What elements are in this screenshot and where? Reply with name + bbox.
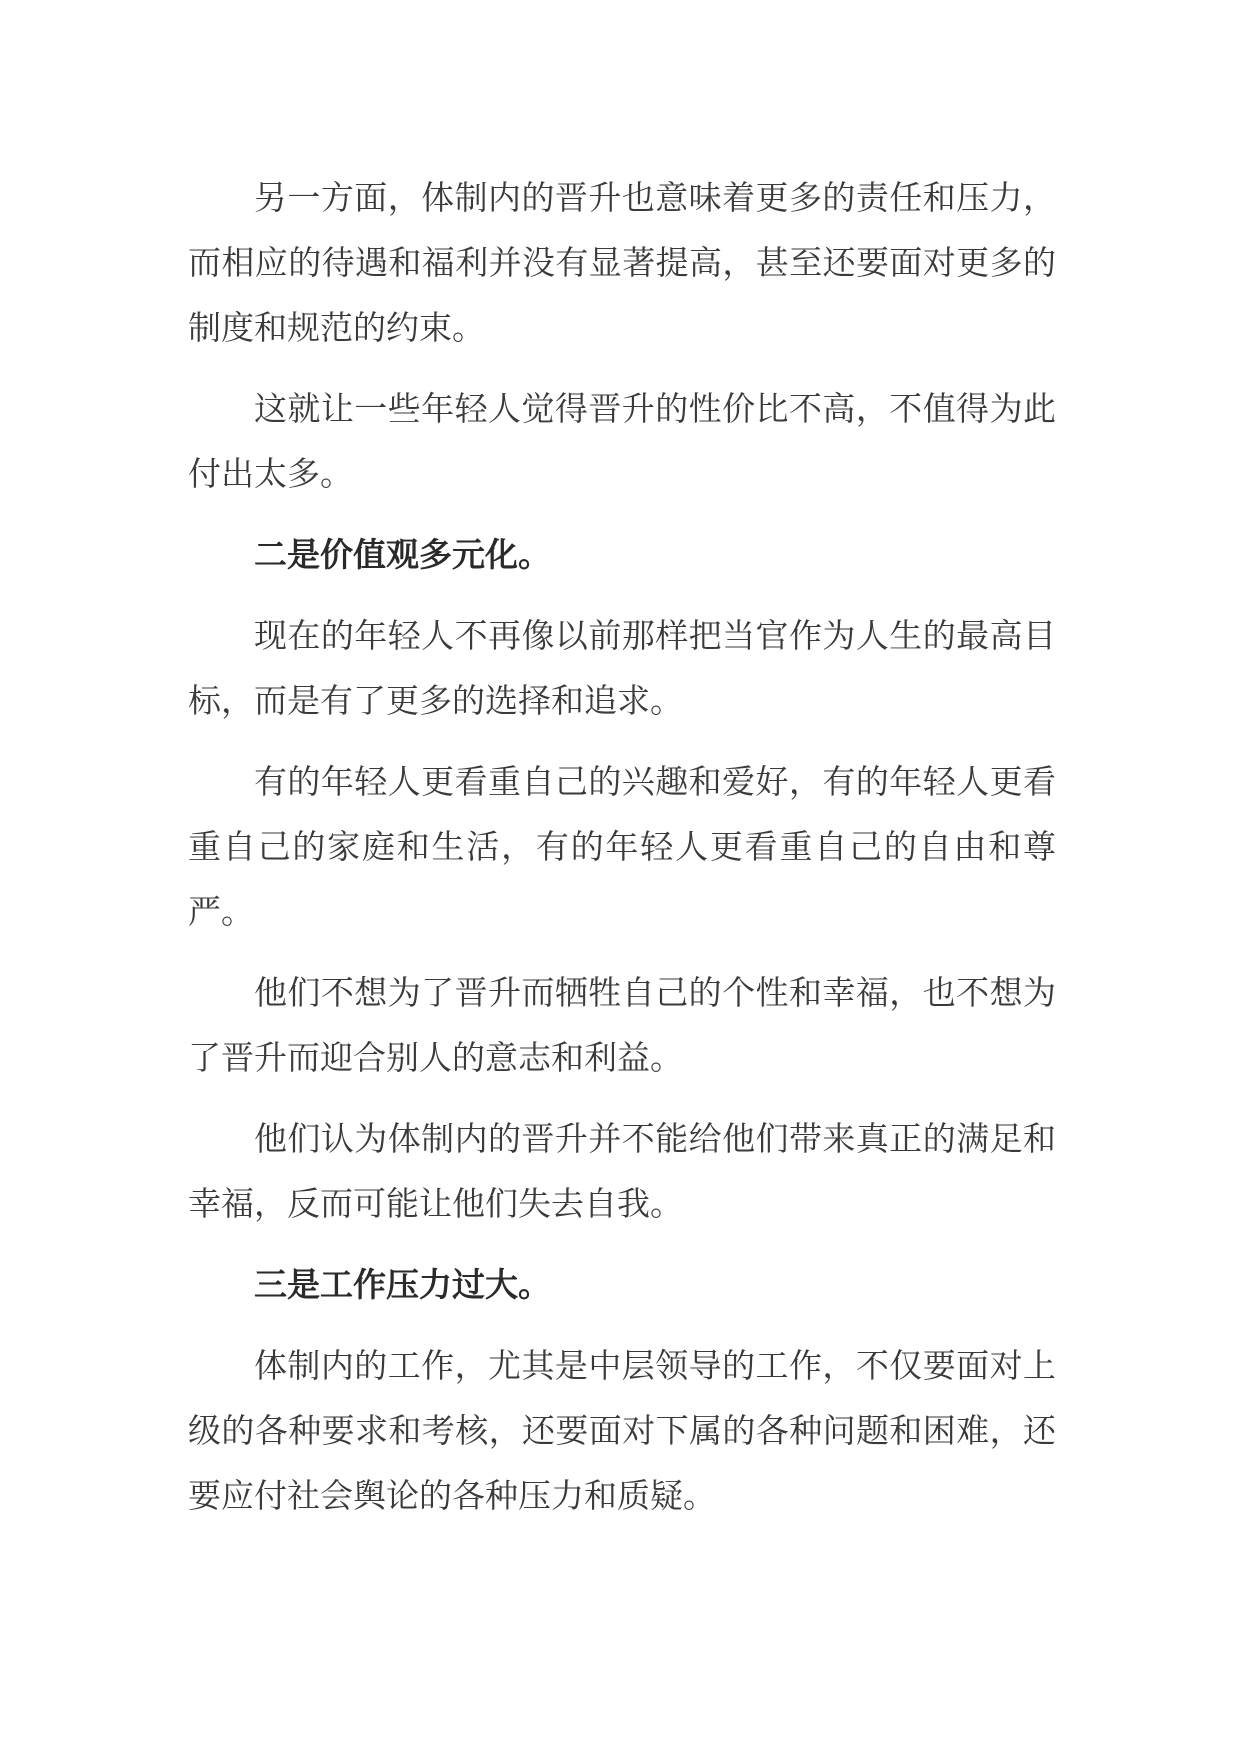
document-body [188, 165, 1056, 1544]
paragraph: 现在的年轻人不再像以前那样把当官作为人生的最高目标，而是有了更多的选择和追求。 [188, 616, 1056, 720]
paragraph: 另一方面，体制内的晋升也意味着更多的责任和压力，而相应的待遇和福利并没有显著提高，甚至还要面对更多的制度和规范的约束。 [188, 178, 1056, 347]
section-heading: 三是工作压力过大。 [254, 1265, 551, 1304]
paragraph: 他们不想为了晋升而牺牲自己的个性和幸福，也不想为了晋升而迎合别人的意志和利益。 [188, 973, 1056, 1077]
paragraph: 这就让一些年轻人觉得晋升的性价比不高，不值得为此付出太多。 [188, 389, 1056, 493]
section-heading: 二是价值观多元化。 [254, 535, 551, 574]
paragraph: 有的年轻人更看重自己的兴趣和爱好，有的年轻人更看重自己的家庭和生活，有的年轻人更看重自己的自由和尊严。 [188, 762, 1056, 931]
paragraph: 体制内的工作，尤其是中层领导的工作，不仅要面对上级的各种要求和考核，还要面对下属的各种问题和困难，还要应付社会舆论的各种压力和质疑。 [188, 1346, 1056, 1515]
paragraph: 他们认为体制内的晋升并不能给他们带来真正的满足和幸福，反而可能让他们失去自我。 [188, 1119, 1056, 1223]
